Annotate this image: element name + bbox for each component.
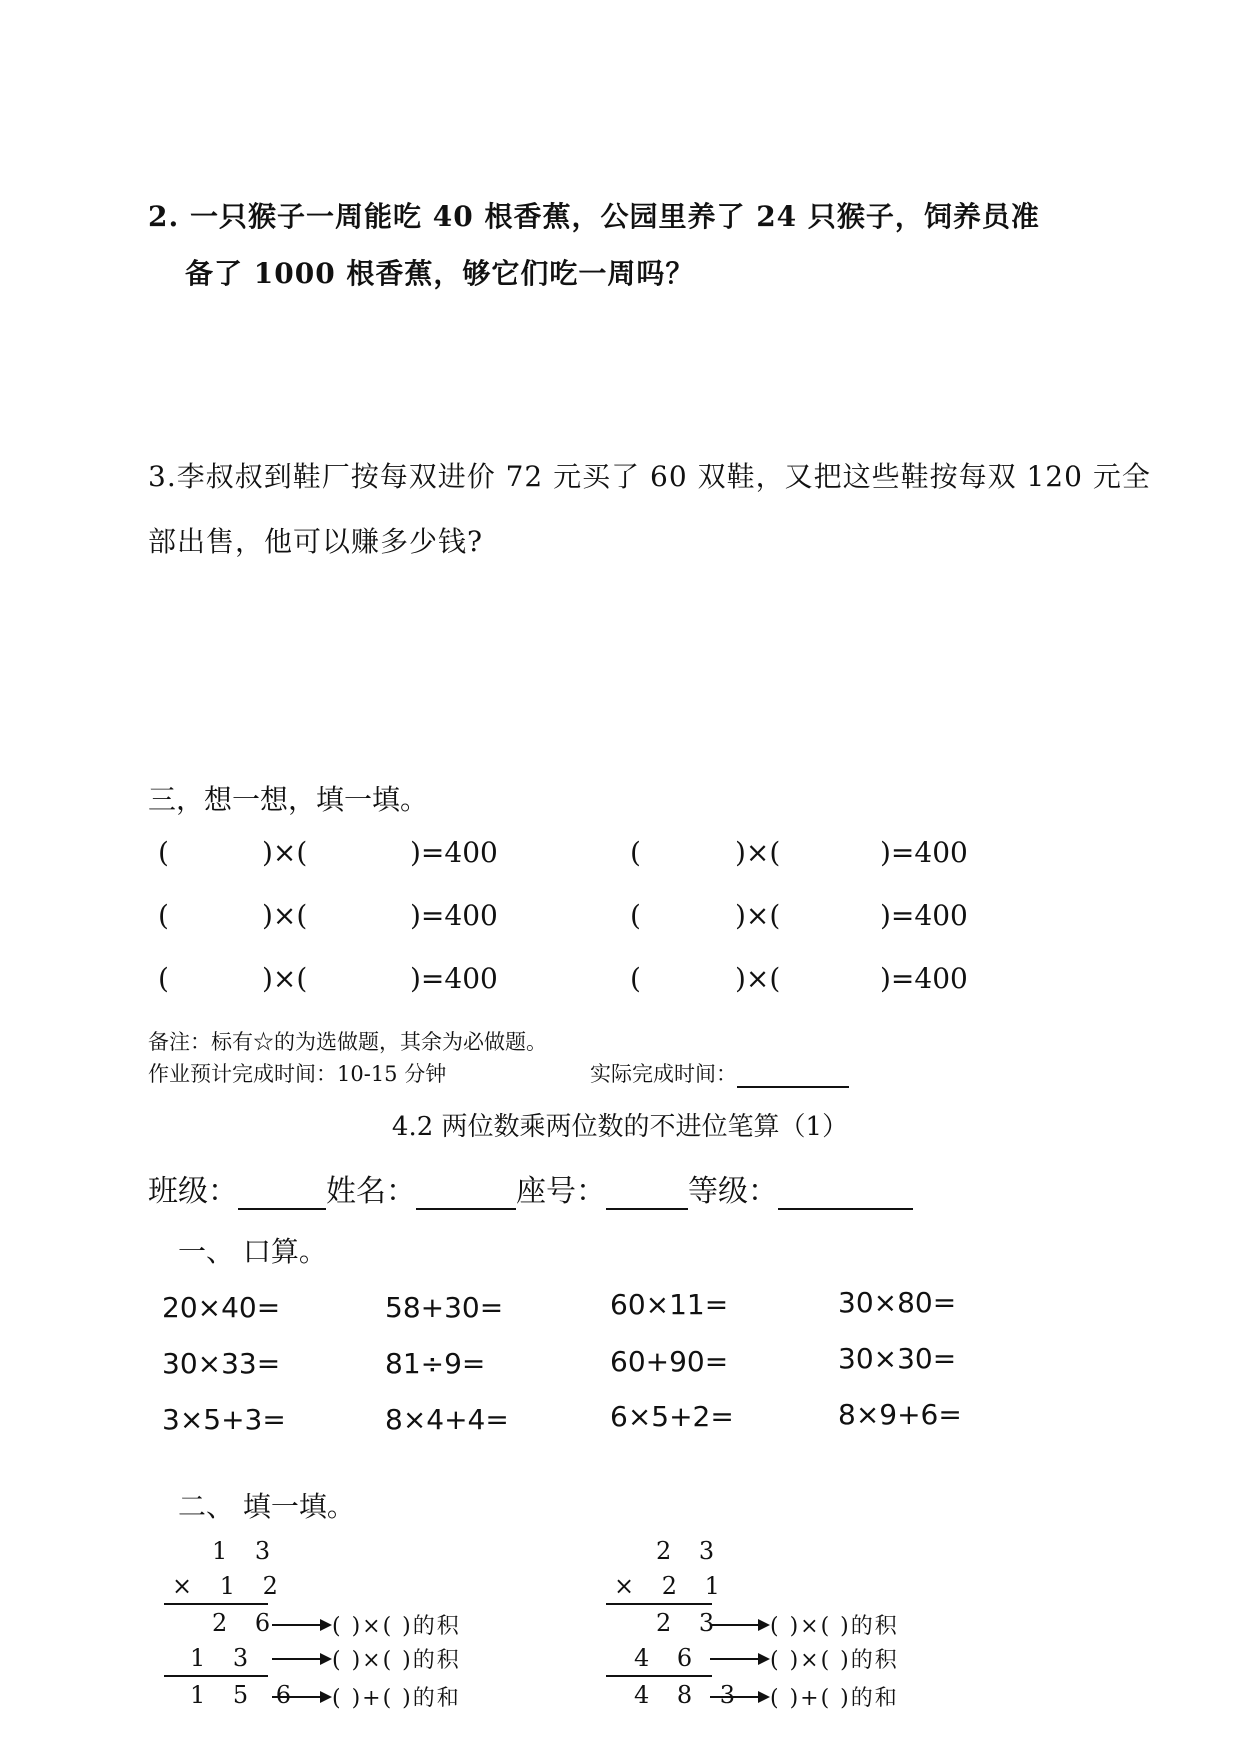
partial-product: 1 3	[190, 1644, 259, 1672]
arrow-icon	[710, 1696, 766, 1698]
class-blank[interactable]	[238, 1180, 326, 1210]
partial-label: ( )×( )的积	[770, 1614, 899, 1639]
multiplier: × 2 1	[614, 1572, 730, 1600]
sum-label: ( )+( )的和	[770, 1686, 899, 1711]
paren-open: (	[158, 836, 169, 869]
remark-note: 备注：标有☆的为选做题，其余为必做题。	[148, 1030, 547, 1054]
oral-problem: 30×33=	[162, 1347, 281, 1380]
worksheet-title: 4.2 两位数乘两位数的不进位笔算（1）	[391, 1112, 849, 1142]
name-blank[interactable]	[416, 1180, 516, 1210]
underline	[606, 1603, 712, 1605]
oral-problem: 60×11=	[610, 1288, 729, 1321]
oral-problem: 3×5+3=	[162, 1403, 286, 1436]
equals-400: )=400	[880, 836, 968, 869]
oral-problem: 20×40=	[162, 1291, 281, 1324]
seat-blank[interactable]	[606, 1180, 688, 1210]
seat-label: 座号：	[516, 1174, 606, 1209]
paren-open: (	[158, 962, 169, 995]
oral-problem: 30×80=	[838, 1286, 957, 1319]
underline	[606, 1675, 712, 1677]
actual-time-label: 实际完成时间：	[590, 1058, 849, 1088]
underline	[164, 1675, 268, 1677]
actual-time-blank[interactable]	[737, 1058, 849, 1088]
times-sign: )×(	[735, 962, 781, 995]
problem-3-line-2: 部出售，他可以赚多少钱?	[148, 525, 484, 558]
partial-label: ( )×( )的积	[332, 1648, 461, 1673]
multiplier: × 1 2	[172, 1572, 288, 1600]
equals-400: )=400	[410, 899, 498, 932]
oral-section-title: 一、 口算。	[178, 1235, 327, 1268]
problem-2-line-2: 备了 1000 根香蕉，够它们吃一周吗？	[185, 257, 695, 290]
class-label: 班级：	[148, 1174, 238, 1209]
section-3-title: 三，想一想，填一填。	[148, 783, 429, 816]
fill-section-title: 二、 填一填。	[178, 1490, 355, 1523]
multiplicand: 1 3	[212, 1537, 281, 1565]
equals-400: )=400	[410, 962, 498, 995]
arrow-icon	[272, 1696, 328, 1698]
times-sign: )×(	[262, 962, 308, 995]
equals-400: )=400	[880, 899, 968, 932]
product-result: 4 8 3	[634, 1681, 746, 1709]
equals-400: )=400	[410, 836, 498, 869]
times-sign: )×(	[262, 899, 308, 932]
partial-label: ( )×( )的积	[770, 1648, 899, 1673]
partial-product: 2 6	[212, 1609, 281, 1637]
estimated-time: 作业预计完成时间：10-15 分钟	[148, 1062, 447, 1086]
arrow-icon	[272, 1624, 328, 1626]
multiplicand: 2 3	[656, 1537, 725, 1565]
equals-400: )=400	[880, 962, 968, 995]
partial-product: 4 6	[634, 1644, 703, 1672]
underline	[164, 1603, 268, 1605]
oral-problem: 8×9+6=	[838, 1398, 962, 1431]
oral-problem: 58+30=	[385, 1291, 504, 1324]
times-sign: )×(	[262, 836, 308, 869]
paren-open: (	[630, 962, 641, 995]
oral-problem: 30×30=	[838, 1342, 957, 1375]
times-sign: )×(	[735, 836, 781, 869]
paren-open: (	[630, 899, 641, 932]
arrow-icon	[272, 1658, 328, 1660]
problem-2-line-1: 2. 一只猴子一周能吃 40 根香蕉，公园里养了 24 只猴子，饲养员准	[148, 200, 1040, 233]
grade-label: 等级：	[688, 1174, 778, 1209]
oral-problem: 8×4+4=	[385, 1403, 509, 1436]
problem-3-line-1: 3.李叔叔到鞋厂按每双进价 72 元买了 60 双鞋，又把这些鞋按每双 120 元全	[148, 460, 1151, 493]
paren-open: (	[158, 899, 169, 932]
partial-product: 2 3	[656, 1609, 725, 1637]
arrow-icon	[710, 1624, 766, 1626]
oral-problem: 6×5+2=	[610, 1400, 734, 1433]
arrow-icon	[710, 1658, 766, 1660]
student-info-line	[148, 1166, 913, 1210]
name-label: 姓名：	[326, 1174, 416, 1209]
sum-label: ( )+( )的和	[332, 1686, 461, 1711]
oral-problem: 60+90=	[610, 1345, 729, 1378]
times-sign: )×(	[735, 899, 781, 932]
oral-problem: 81÷9=	[385, 1347, 486, 1380]
grade-blank[interactable]	[778, 1180, 913, 1210]
paren-open: (	[630, 836, 641, 869]
product-result: 1 5 6	[190, 1681, 302, 1709]
partial-label: ( )×( )的积	[332, 1614, 461, 1639]
